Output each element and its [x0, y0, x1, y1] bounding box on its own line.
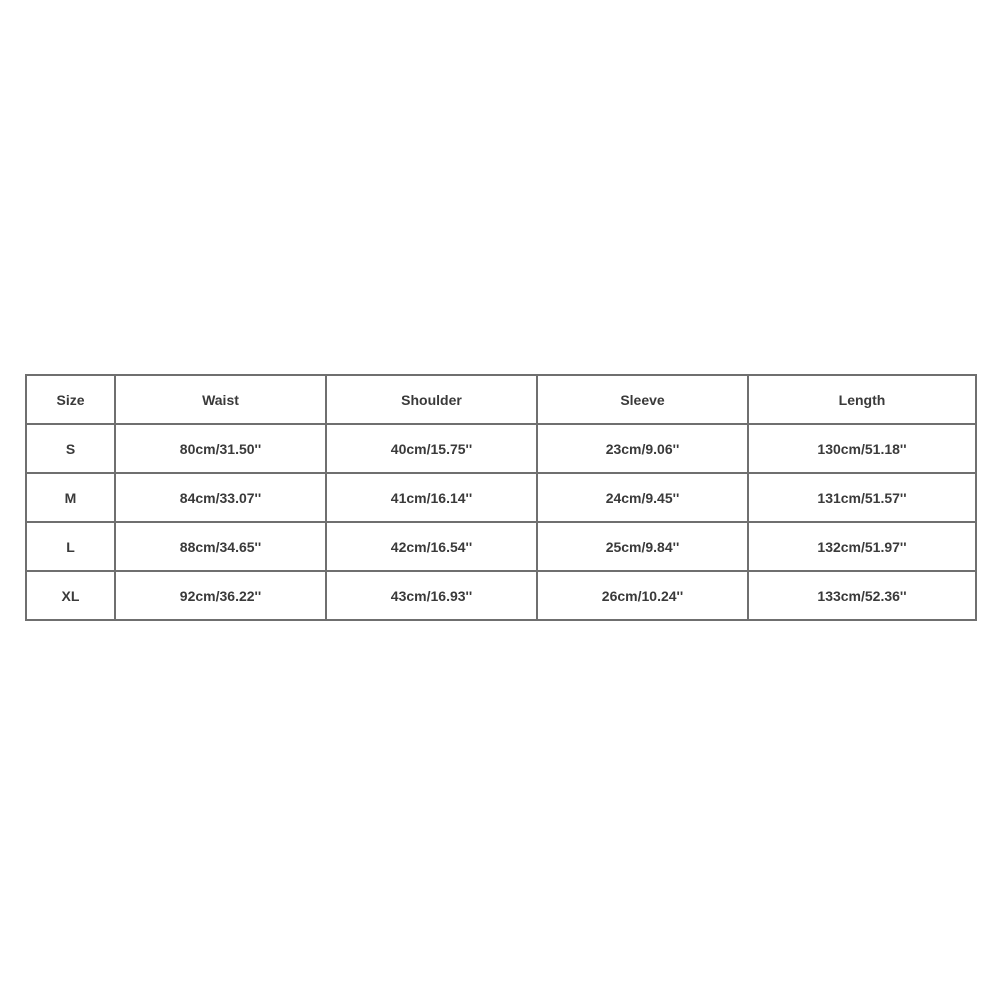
cell-sleeve: 26cm/10.24'': [537, 571, 748, 620]
header-shoulder: Shoulder: [326, 375, 537, 424]
cell-waist: 92cm/36.22'': [115, 571, 326, 620]
cell-sleeve: 24cm/9.45'': [537, 473, 748, 522]
cell-sleeve: 25cm/9.84'': [537, 522, 748, 571]
cell-shoulder: 40cm/15.75'': [326, 424, 537, 473]
cell-waist: 84cm/33.07'': [115, 473, 326, 522]
cell-length: 130cm/51.18'': [748, 424, 976, 473]
cell-size: S: [26, 424, 115, 473]
cell-length: 132cm/51.97'': [748, 522, 976, 571]
table-header-row: [26, 375, 976, 424]
cell-length: 133cm/52.36'': [748, 571, 976, 620]
cell-shoulder: 41cm/16.14'': [326, 473, 537, 522]
cell-waist: 88cm/34.65'': [115, 522, 326, 571]
table-row: [26, 473, 976, 522]
table-row: [26, 571, 976, 620]
cell-size: L: [26, 522, 115, 571]
header-sleeve: Sleeve: [537, 375, 748, 424]
size-chart-table: [25, 374, 977, 621]
cell-shoulder: 42cm/16.54'': [326, 522, 537, 571]
header-size: Size: [26, 375, 115, 424]
table-row: [26, 424, 976, 473]
cell-size: XL: [26, 571, 115, 620]
header-waist: Waist: [115, 375, 326, 424]
table-row: [26, 522, 976, 571]
cell-sleeve: 23cm/9.06'': [537, 424, 748, 473]
cell-shoulder: 43cm/16.93'': [326, 571, 537, 620]
cell-size: M: [26, 473, 115, 522]
header-length: Length: [748, 375, 976, 424]
cell-waist: 80cm/31.50'': [115, 424, 326, 473]
cell-length: 131cm/51.57'': [748, 473, 976, 522]
